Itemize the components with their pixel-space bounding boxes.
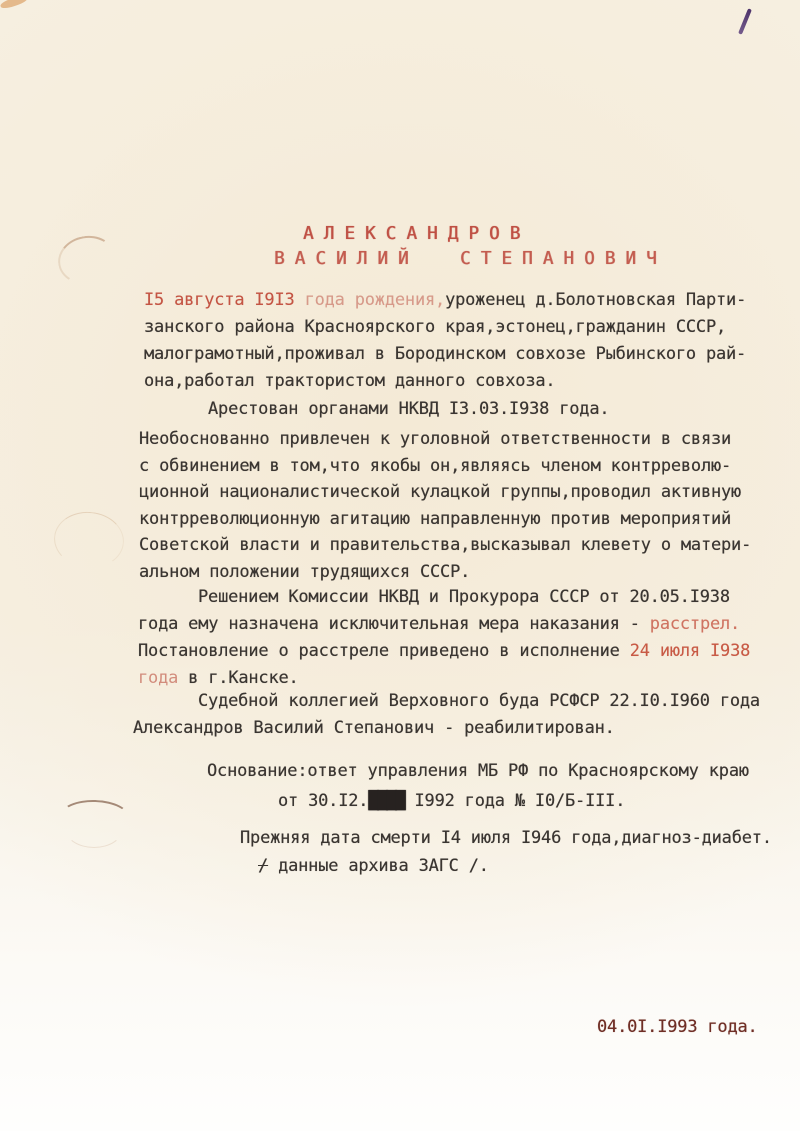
- birth-date-faded-red-text: года рождения,: [304, 290, 446, 310]
- text-line: [140, 852, 772, 880]
- text-segment: в г.Канске.: [178, 668, 299, 688]
- footer-date: [597, 1017, 758, 1037]
- document-title-surname: [303, 224, 520, 244]
- text-line: контрреволюционную агитацию направленную против мероприятий: [139, 508, 732, 529]
- paper-stain-ring-2: [51, 508, 126, 571]
- text-line: [138, 611, 750, 638]
- paragraph-accusation: [139, 426, 751, 586]
- corner-stain-mark: [0, 0, 29, 10]
- overstruck-slash: /: [258, 856, 269, 876]
- text-line: [138, 638, 750, 665]
- paragraph-arrest: [143, 396, 609, 423]
- text-line: [144, 287, 746, 314]
- text-line: Основание:ответ управления МБ РФ по Красноярскому краю: [207, 761, 749, 781]
- year-word-red-text: года: [138, 668, 179, 688]
- paragraph-birth-info: [144, 287, 746, 395]
- execution-word-red-text: расстрел.: [649, 614, 741, 634]
- birth-date-red-text: I5 августа I9I3: [144, 290, 305, 310]
- text-line: Судебной коллегией Верховного буда РСФСР 22.I0.I960 года: [198, 691, 760, 711]
- text-segment: от 30.I2.: [278, 791, 369, 811]
- text-segment: года ему назначена исключительная мера наказания -: [138, 614, 650, 634]
- text-segment: I992 года № I0/Б-III.: [404, 791, 626, 811]
- text-segment: уроженец д.Болотновская Парти-: [445, 290, 747, 310]
- text-line: ционной националистической кулацкой группы,проводил активную: [139, 482, 742, 503]
- text-line: Прежняя дата смерти I4 июля I946 года,диагноз-диабет.: [240, 828, 772, 848]
- paper-stain-ring-1: [54, 231, 119, 288]
- text-segment: данные архива ЗАГС /.: [268, 856, 489, 876]
- paragraph-prior-death-record: [140, 824, 772, 880]
- title-line-1: А Л Е К С А Н Д Р О В: [303, 224, 521, 244]
- text-line: Арестован органами НКВД I3.03.I938 года.: [208, 399, 610, 419]
- paragraph-rehabilitation: [133, 688, 760, 742]
- document-title-name-patronymic: [274, 249, 656, 269]
- text-segment: Постановление о расстреле приведено в исполнение: [138, 641, 630, 661]
- document-date: 04.0I.I993 года.: [597, 1017, 758, 1037]
- pen-check-mark: [738, 8, 752, 35]
- paper-stain-arc-lower: [64, 806, 124, 848]
- text-line: Необоснованно привлечен к уголовной ответственности в связи: [139, 429, 732, 449]
- text-line: с обвинением в том,что якобы он,являясь членом контрреволю-: [139, 455, 732, 476]
- text-line: Решением Комиссии НКВД и Прокурора СССР от 20.05.I938: [198, 587, 730, 607]
- title-line-2: В А С И Л И Й С Т Е П А Н О В И Ч: [274, 249, 657, 269]
- paragraph-sentence: [138, 584, 750, 692]
- text-line: [140, 786, 749, 816]
- text-line: занского района Красноярского края,эстонец,гражданин СССР,: [144, 317, 727, 337]
- text-line: Советской власти и правительства,высказывал клевету о матери-: [139, 535, 752, 556]
- obliterated-overtyped-text: ████: [368, 791, 405, 811]
- text-line: малограмотный,проживал в Бородинском совхозе Рыбинского рай-: [144, 344, 747, 364]
- text-line: альном положении трудящихся СССР.: [139, 561, 471, 582]
- text-line: Александров Василий Степанович - реабилитирован.: [133, 718, 615, 738]
- text-line: она,работал трактористом данного совхоза.: [144, 371, 556, 391]
- paragraph-basis: [140, 756, 749, 816]
- execution-date-red-text: 24 июля I938: [629, 641, 751, 661]
